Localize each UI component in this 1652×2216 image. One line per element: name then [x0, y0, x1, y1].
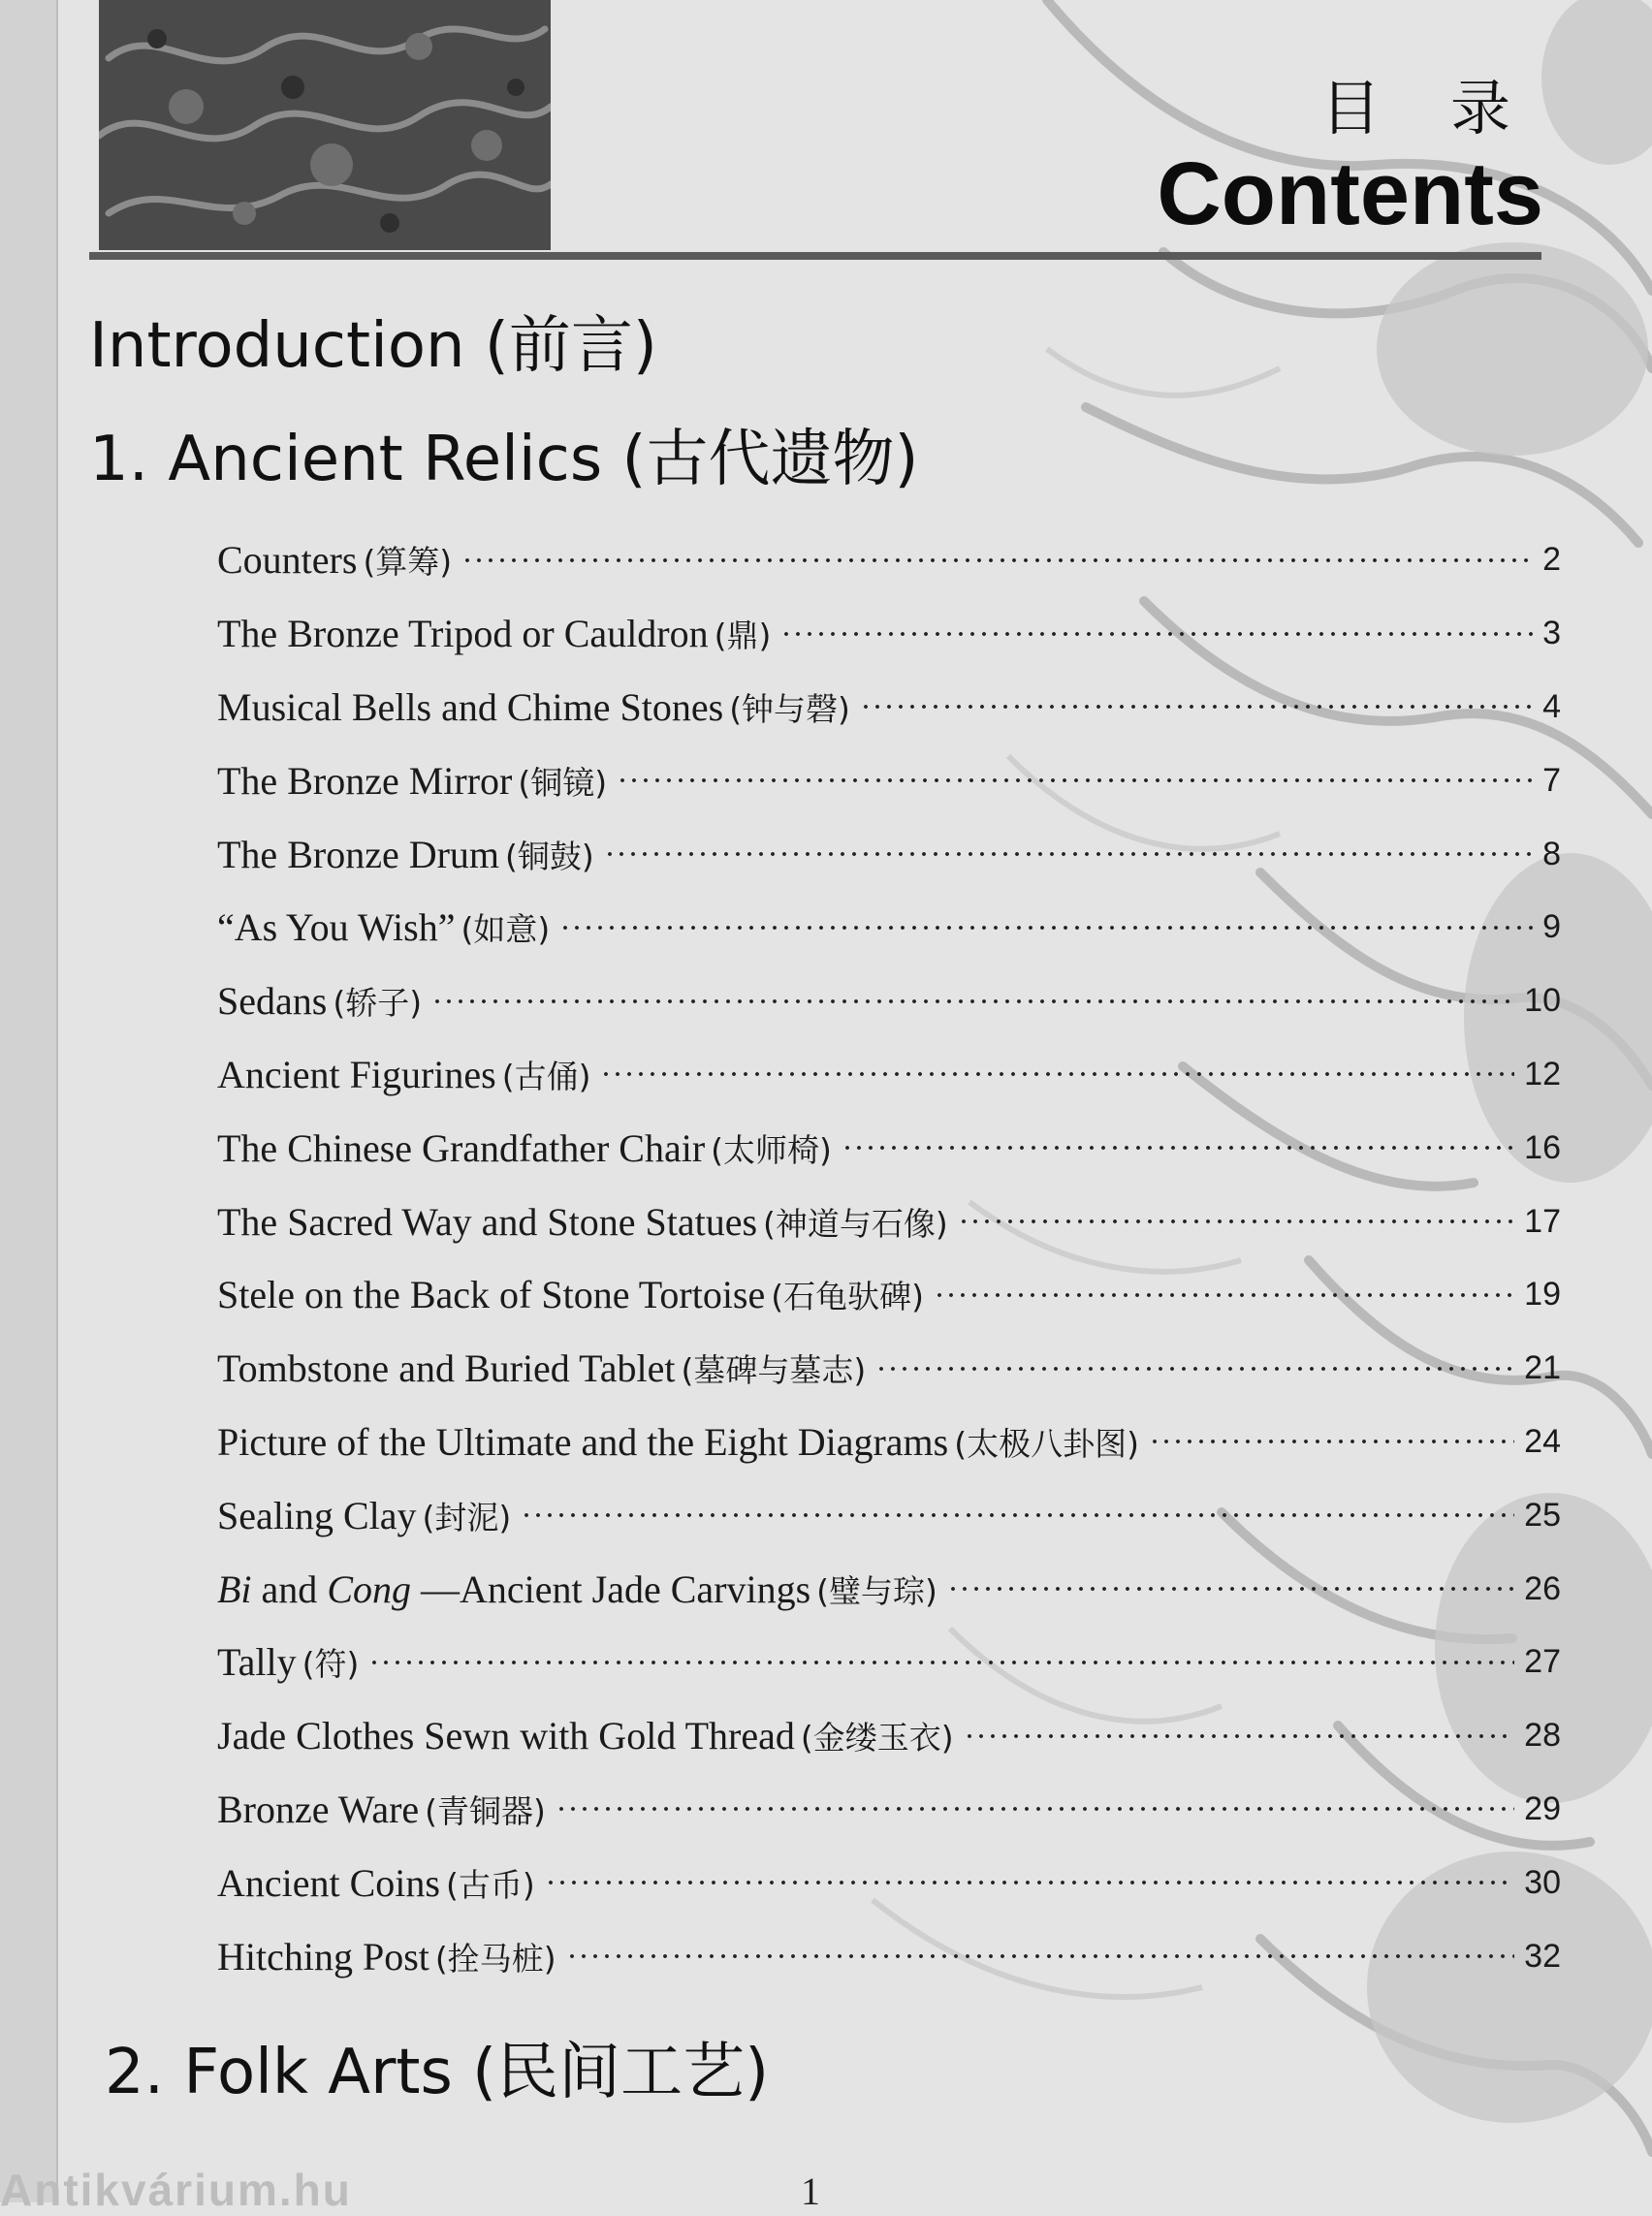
entry-title-italic-bi: Bi	[217, 1567, 252, 1611]
dot-leader	[617, 777, 1533, 783]
entry-title: Stele on the Back of Stone Tortoise	[217, 1273, 766, 1317]
dot-leader	[947, 1586, 1514, 1592]
section-folk-arts[interactable]: 2. Folk Arts (民间工艺)	[105, 2037, 770, 2108]
section-introduction[interactable]: Introduction (前言)	[89, 310, 657, 382]
toc-entry[interactable]	[217, 523, 1561, 597]
entry-page: 30	[1524, 1863, 1561, 1901]
dot-leader	[604, 851, 1533, 857]
page-number: 1	[801, 2169, 820, 2213]
entry-page: 4	[1542, 687, 1561, 725]
entry-page: 7	[1542, 761, 1561, 799]
entry-title-cn: (神道与石像)	[763, 1204, 948, 1243]
entry-title-cn: (鼎)	[714, 617, 772, 655]
dot-leader	[559, 925, 1533, 931]
entry-page: 24	[1524, 1422, 1561, 1460]
entry-title-cn: (铜镜)	[518, 763, 608, 802]
entry-title-cn: (封泥)	[422, 1498, 512, 1536]
entry-title-cn: (璧与琮)	[816, 1571, 937, 1610]
entry-title: The Bronze Tripod or Cauldron	[217, 612, 709, 656]
entry-page: 3	[1542, 615, 1561, 652]
toc-entry[interactable]	[217, 1038, 1561, 1112]
entry-title: The Bronze Mirror	[217, 758, 513, 803]
toc-entry[interactable]	[217, 1552, 1561, 1626]
entry-page: 2	[1542, 541, 1561, 579]
entry-title: Counters	[217, 538, 358, 583]
toc-entry[interactable]	[217, 1478, 1561, 1552]
toc-entry[interactable]	[217, 891, 1561, 965]
entry-title-cn: (拴马桩)	[434, 1939, 556, 1978]
entry-page: 26	[1524, 1569, 1561, 1607]
entry-title: Hitching Post	[217, 1934, 429, 1979]
entry-page: 29	[1524, 1789, 1561, 1827]
entry-title-cn: (算筹)	[363, 543, 453, 582]
entry-title: Tombstone and Buried Tablet	[217, 1346, 676, 1391]
toc-entry[interactable]	[217, 965, 1561, 1038]
entry-title-italic-cong: Cong	[327, 1567, 411, 1611]
dot-leader	[368, 1660, 1514, 1665]
entry-title: Sealing Clay	[217, 1493, 417, 1537]
entry-title-cn: (符)	[302, 1645, 360, 1684]
entry-title-cn: (金缕玉衣)	[800, 1719, 954, 1757]
toc-entry[interactable]	[217, 1919, 1561, 1993]
entry-page: 32	[1524, 1937, 1561, 1975]
toc-entry[interactable]	[217, 1185, 1561, 1258]
section-ancient-relics[interactable]: 1. Ancient Relics (古代遗物)	[89, 424, 919, 495]
toc-entry[interactable]	[217, 1773, 1561, 1847]
dot-leader	[958, 1219, 1514, 1224]
title-english: Contents	[1157, 144, 1543, 243]
entry-title: The Sacred Way and Stone Statues	[217, 1199, 758, 1244]
entry-title: Picture of the Ultimate and the Eight Diagrams	[217, 1419, 949, 1464]
toc-entry[interactable]	[217, 744, 1561, 817]
dot-leader	[600, 1071, 1514, 1077]
entry-title	[217, 1567, 810, 1612]
entry-title-cn: (古币)	[445, 1865, 535, 1904]
dot-leader	[556, 1806, 1514, 1812]
entry-title-cn: (石龟驮碑)	[771, 1278, 925, 1316]
page-binding-edge	[56, 0, 58, 2202]
entry-page: 27	[1524, 1643, 1561, 1681]
entry-page: 16	[1524, 1128, 1561, 1166]
entry-title-rest: —Ancient Jade Carvings	[411, 1567, 811, 1611]
dot-leader	[461, 557, 1533, 563]
dot-leader	[780, 631, 1533, 637]
dot-leader	[934, 1292, 1514, 1298]
entry-page: 9	[1542, 908, 1561, 946]
entry-title-cn: (太极八卦图)	[954, 1424, 1139, 1463]
toc-entries	[217, 523, 1561, 1993]
entry-page: 25	[1524, 1496, 1561, 1534]
entry-title: Ancient Figurines	[217, 1052, 496, 1096]
toc-entry[interactable]	[217, 1332, 1561, 1406]
entry-page: 19	[1524, 1276, 1561, 1314]
toc-entry[interactable]	[217, 1258, 1561, 1332]
toc-entry[interactable]	[217, 817, 1561, 891]
toc-entry[interactable]	[217, 597, 1561, 671]
entry-title: Jade Clothes Sewn with Gold Thread	[217, 1714, 795, 1758]
dot-leader	[431, 998, 1514, 1004]
title-chinese: 目 录	[1320, 73, 1536, 143]
dot-leader	[860, 704, 1533, 710]
dot-leader	[1149, 1439, 1514, 1444]
entry-page: 21	[1524, 1349, 1561, 1387]
entry-page: 12	[1524, 1055, 1561, 1092]
entry-page: 10	[1524, 982, 1561, 1020]
toc-entry[interactable]	[217, 1406, 1561, 1479]
entry-title-cn: (墓碑与墓志)	[681, 1351, 867, 1390]
dot-leader	[566, 1953, 1515, 1959]
toc-entry[interactable]	[217, 1626, 1561, 1699]
page-binding-margin	[0, 0, 56, 2202]
entry-page: 17	[1524, 1202, 1561, 1240]
toc-entry[interactable]	[217, 1846, 1561, 1919]
toc-entry[interactable]	[217, 1111, 1561, 1185]
entry-title: “As You Wish”	[217, 905, 456, 950]
entry-title-cn: (如意)	[461, 910, 551, 949]
dot-leader	[545, 1880, 1514, 1885]
dot-leader	[875, 1366, 1514, 1372]
entry-title-cn: (太师椅)	[711, 1130, 832, 1169]
entry-title: Musical Bells and Chime Stones	[217, 684, 724, 729]
entry-page: 8	[1542, 835, 1561, 872]
entry-page: 28	[1524, 1717, 1561, 1755]
watermark: Antikvárium.hu	[0, 2165, 352, 2215]
entry-title-cn: (古俑)	[501, 1057, 591, 1095]
entry-title: Sedans	[217, 979, 328, 1024]
toc-entry[interactable]	[217, 1699, 1561, 1773]
entry-title: Ancient Coins	[217, 1860, 440, 1905]
entry-title: Bronze Ware	[217, 1787, 420, 1831]
carved-relief-photo	[99, 0, 551, 250]
entry-title: Tally	[217, 1640, 297, 1685]
entry-title-cn: (钟与磬)	[729, 689, 850, 728]
entry-title-and: and	[251, 1567, 328, 1611]
dot-leader	[521, 1512, 1514, 1518]
header-rule	[89, 252, 1541, 260]
entry-title-cn: (青铜器)	[425, 1791, 546, 1830]
dot-leader	[964, 1733, 1515, 1739]
toc-entry[interactable]	[217, 671, 1561, 744]
entry-title-cn: (轿子)	[333, 984, 423, 1023]
dot-leader	[842, 1145, 1514, 1151]
entry-title-cn: (铜鼓)	[505, 837, 594, 875]
entry-title: The Bronze Drum	[217, 832, 500, 876]
entry-title: The Chinese Grandfather Chair	[217, 1125, 706, 1170]
